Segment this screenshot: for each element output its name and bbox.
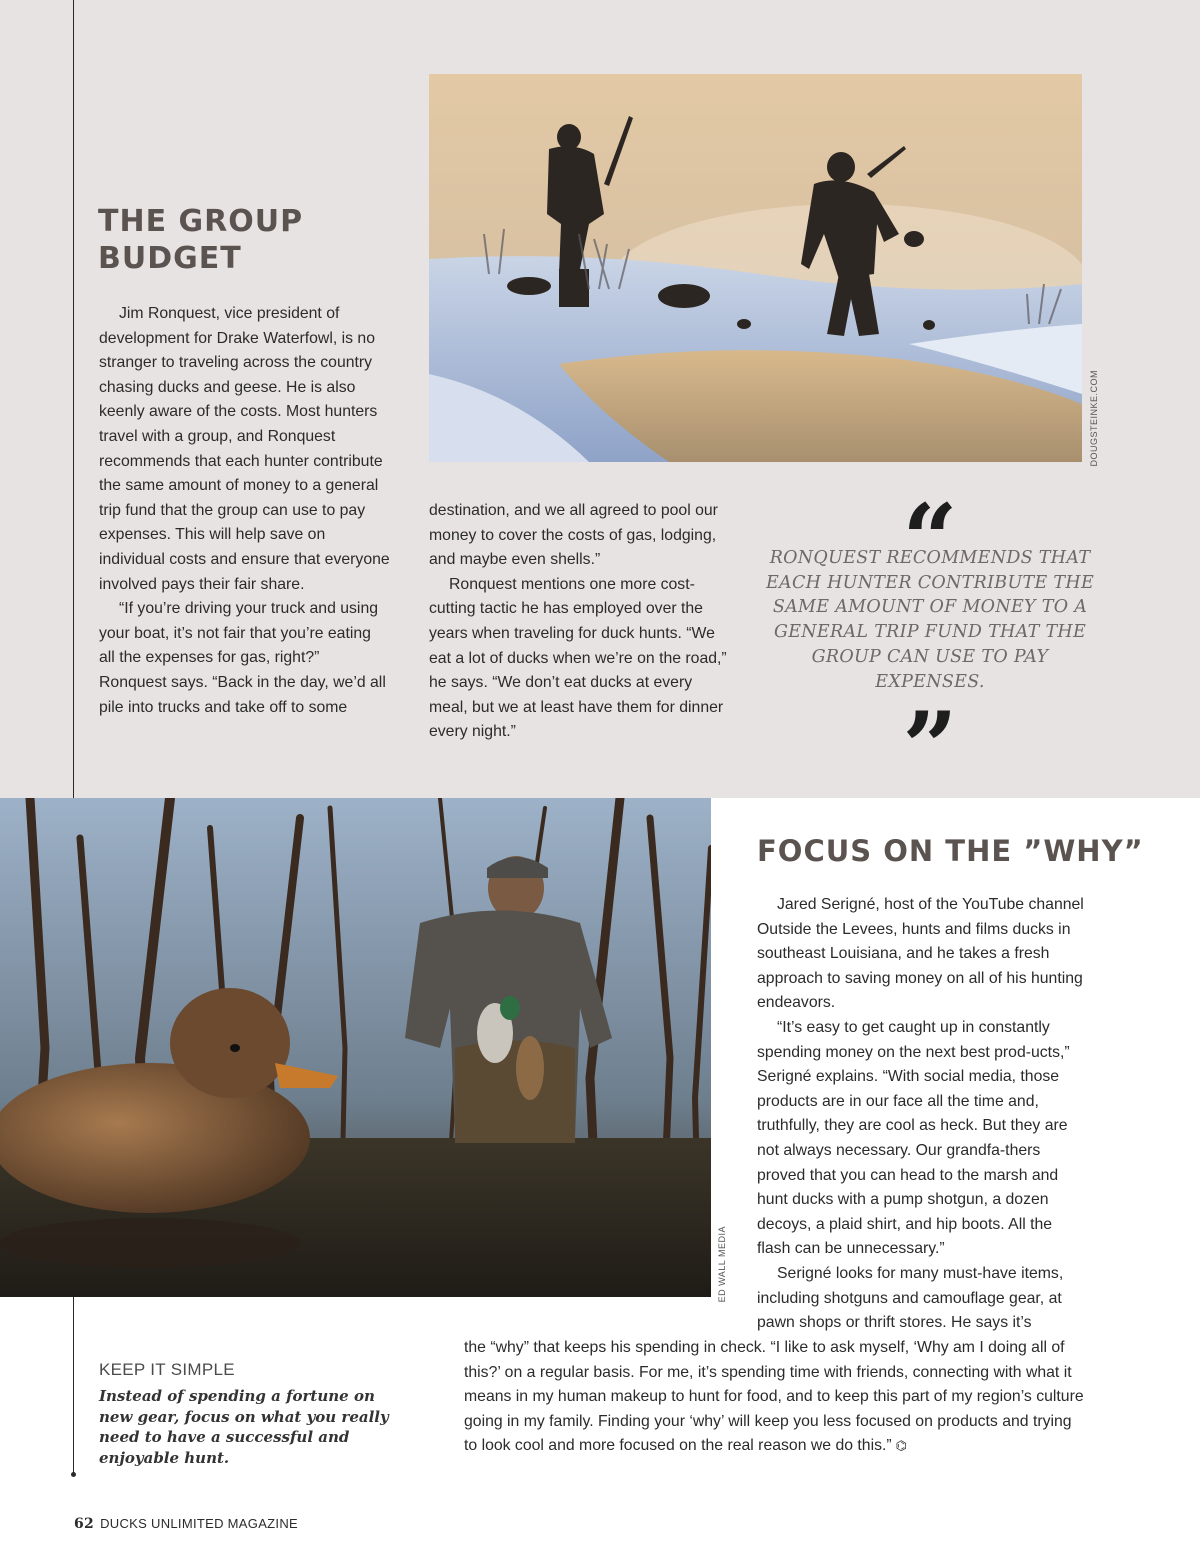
sidebar-text: Instead of spending a fortune on new gear, focus on what you really need to have a successful and enjoyable hunt. xyxy=(99,1387,389,1468)
page-number: 62 xyxy=(74,1516,95,1532)
margin-rule-dot xyxy=(71,1472,76,1477)
sidebar-title: KEEP IT SIMPLE xyxy=(99,1360,235,1379)
photo-credit-edwallmedia: ED WALL MEDIA xyxy=(717,1226,727,1303)
section-heading-group-budget xyxy=(98,203,303,277)
focus-on-why-column xyxy=(757,893,1087,1336)
photo-hunters-in-snow xyxy=(429,74,1082,462)
publication-name: DUCKS UNLIMITED MAGAZINE xyxy=(100,1516,298,1531)
margin-rule-top xyxy=(73,0,74,798)
photo-hunter-flooded-timber xyxy=(0,798,711,1297)
paragraph: Jared Serigné, host of the YouTube channel Outside the Levees, hunts and films ducks in southeast Louisiana, and he takes a fresh approach to saving money on all of his hunting endeavors. xyxy=(757,896,1084,1012)
heading-line-1: THE GROUP xyxy=(98,204,304,239)
paragraph: Serigné looks for many must-have items, including shotguns and camouflage gear, at pawn shops or thrift stores. He says it’s xyxy=(757,1264,1064,1332)
paragraph: “If you’re driving your truck and using your boat, it’s not fair that you’re eating all the expenses for gas, right?” Ronquest says. “Back in the day, we’d all pile into trucks and take off to some xyxy=(99,600,386,716)
group-budget-column-2 xyxy=(429,499,727,745)
photo-credit-dougsteinke: DOUGSTEINKE.COM xyxy=(1089,370,1099,467)
heading-line-2: BUDGET xyxy=(98,241,242,276)
pull-quote-text: RONQUEST RECOMMENDS THAT EACH HUNTER CONTRIBUTE THE SAME AMOUNT OF MONEY TO A GENERAL TRIP FUND THAT THE GROUP CAN USE TO PAY EXPENSES. xyxy=(765,548,1095,692)
paragraph: Ronquest mentions one more cost-cutting tactic he has employed over the years when traveling for duck hunts. “We eat a lot of ducks when we’re on the road,” he says. “We don’t eat ducks at every meal, but we at least have them for dinner every night.” xyxy=(429,575,727,741)
end-of-article-icon: ⌬ xyxy=(895,1438,908,1454)
section-heading-focus-on-why: FOCUS ON THE ”WHY” xyxy=(757,834,1144,868)
focus-on-why-continuation xyxy=(464,1336,1086,1459)
paragraph: Jim Ronquest, vice president of development for Drake Waterfowl, is no stranger to traveling across the country chasing ducks and geese. He is also keenly aware of the costs. Most hunters travel with a group, and Ronquest recommends that each hunter contribute the same amount of money to a general trip fund that the group can use to pay expenses. This will help save on individual costs and ensure that everyone involved pays their fair share. xyxy=(99,305,390,593)
close-quote-mark: ” xyxy=(902,691,958,804)
page-footer xyxy=(74,1516,298,1532)
margin-rule-bottom xyxy=(73,1297,74,1475)
open-quote-mark: “ xyxy=(902,483,958,596)
group-budget-column-1 xyxy=(99,302,391,720)
paragraph: the “why” that keeps his spending in check. “I like to ask myself, ‘Why am I doing all of this?’ on a regular basis. For me, it’s spending time with friends, connecting with what it means in my human makeup to hunt for food, and to keep this part of my region’s culture going in my family. Finding your ‘why’ will keep you less focused on products and trying to look cool and more focused on the real reason we do this.” xyxy=(464,1339,1084,1455)
paragraph: “It’s easy to get caught up in constantly spending money on the next best prod-ucts,” Serigné explains. “With social media, those products are in our face all the time and, truthfully, they are cool as heck. But they are not always necessary. Our grandfa-thers proved that you can head to the marsh and hunt ducks with a pump shotgun, a dozen decoys, a plaid shirt, and hip boots. All the flash can be unnecessary.” xyxy=(757,1018,1070,1258)
paragraph: destination, and we all agreed to pool our money to cover the costs of gas, lodging, and maybe even shells.” xyxy=(429,502,718,569)
